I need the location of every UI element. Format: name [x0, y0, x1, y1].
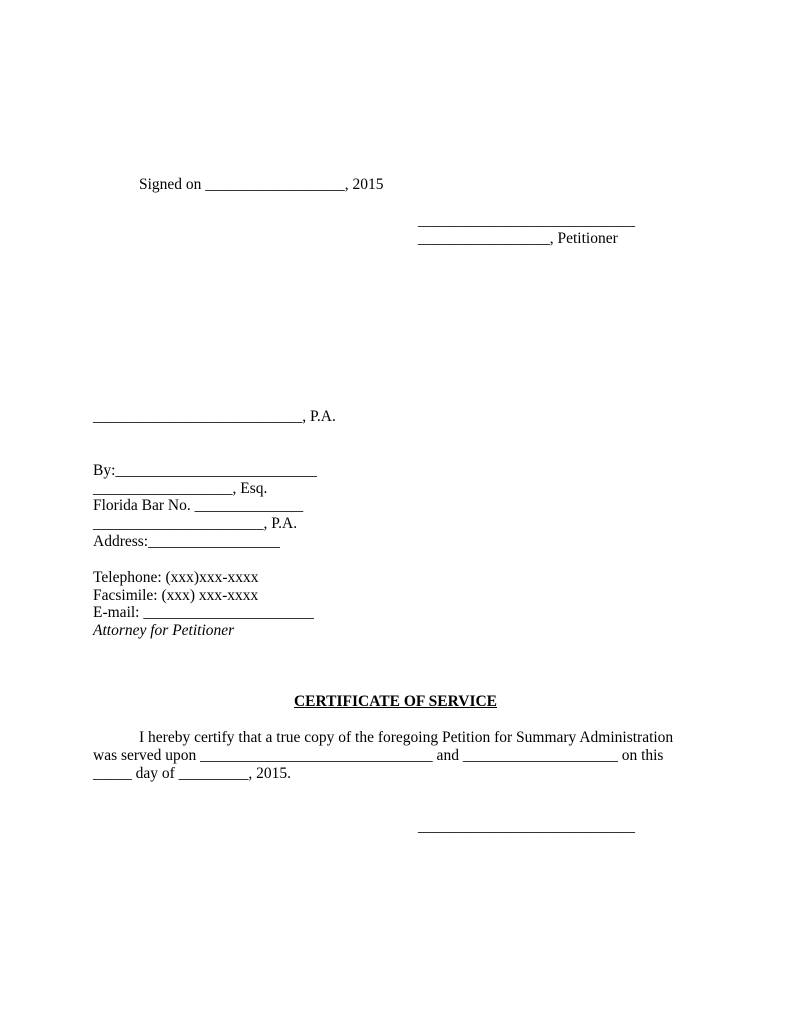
firm-name-line: ___________________________, P.A. [93, 408, 336, 425]
attorney-for-petitioner: Attorney for Petitioner [93, 622, 235, 639]
certificate-line-3: _____ day of _________, 2015. [93, 765, 292, 782]
certificate-signature-line: ____________________________ [418, 818, 635, 835]
firm-pa-line: ______________________, P.A. [93, 515, 298, 532]
by-signature-line: By:__________________________ [93, 462, 317, 479]
certificate-line-1: I hereby certify that a true copy of the foregoing Petition for Summary Administration [139, 729, 674, 746]
attorney-name-line: __________________, Esq. [93, 480, 268, 497]
florida-bar-line: Florida Bar No. ______________ [93, 497, 304, 514]
petitioner-name-line: _________________, Petitioner [418, 230, 618, 247]
certificate-line-2: was served upon ______________________________ and ____________________ on this [93, 747, 664, 764]
facsimile-line: Facsimile: (xxx) xxx-xxxx [93, 587, 259, 604]
signed-on-line: Signed on __________________, 2015 [139, 176, 384, 193]
email-line: E-mail: ______________________ [93, 604, 314, 621]
certificate-title: CERTIFICATE OF SERVICE [293, 693, 498, 710]
telephone-line: Telephone: (xxx)xxx-xxxx [93, 569, 259, 586]
address-line: Address:_________________ [93, 533, 280, 550]
petitioner-signature-line: ____________________________ [418, 212, 635, 229]
